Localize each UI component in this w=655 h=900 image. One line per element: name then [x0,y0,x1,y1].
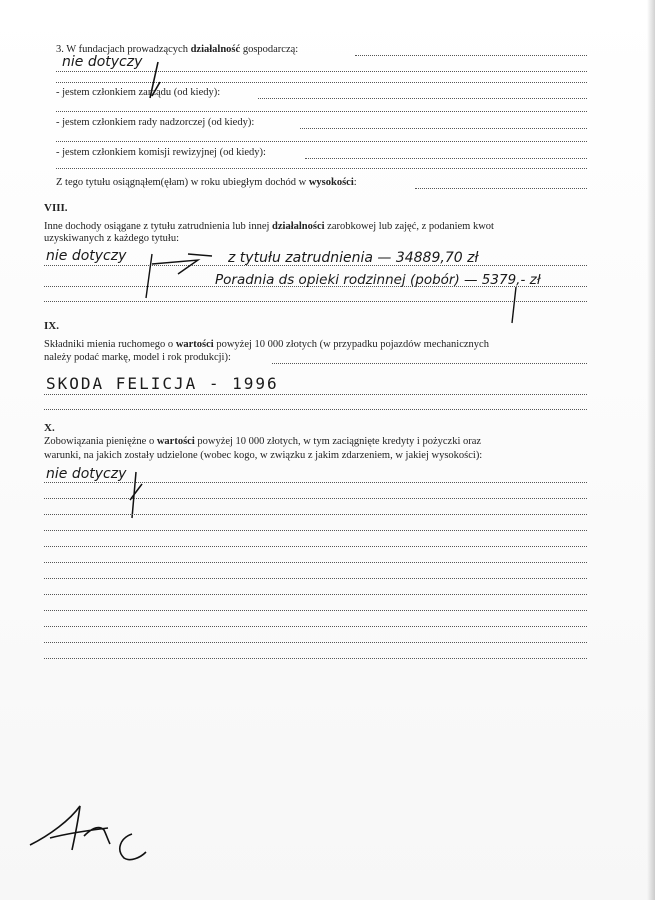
section-ix-text: Składniki mienia ruchomego o [44,339,176,350]
section-ix-text-2: należy podać markę, model i rok produkcji): [44,352,231,363]
dotted-line [44,642,587,643]
strike-mark [138,250,218,300]
income-bold-text: wysokości [308,177,354,188]
section-viii-text-2: uzyskiwanych z każdego tytułu: [44,233,180,244]
section-viii-text-end: zarobkowej lub zajęć, z podaniem kwot [324,221,494,232]
dotted-line [44,265,587,266]
section-x-number: X. [44,422,55,434]
section-viii-text: Inne dochody osiągane z tytułu zatrudnienia lub innej [44,221,273,232]
dotted-line [44,610,587,611]
dotted-line [44,626,587,627]
section-x-bold-text: wartości [156,436,195,447]
income-label [56,177,357,188]
q3-text: 3. W fundacjach prowadzących [56,44,191,55]
dotted-line [305,158,587,159]
section-viii-bold-text: działalności [272,221,325,232]
audit-label: - jestem członkiem komisji rewizyjnej (od kiedy): [56,147,266,158]
section-ix-bold-text: wartości [175,339,214,350]
viii-answer-2: Poradnia ds opieki rodzinnej (pobór) — 5379,- zł [215,272,541,288]
section-viii-text-1 [44,221,494,232]
section-x-text: Zobowiązania pieniężne o [44,436,157,447]
q3-handwritten-answer: nie dotyczy [62,54,143,70]
dotted-line [415,188,587,189]
ix-answer-vehicle: SKODA FELICJA - 1996 [46,374,279,393]
dotted-line [44,498,587,499]
strike-mark [500,285,540,325]
q3-text-end: gospodarczą: [240,44,299,55]
dotted-line [56,82,587,83]
dotted-line [300,128,587,129]
dotted-line [56,111,587,112]
viii-answer-1-right: z tytułu zatrudnienia — 34889,70 zł [228,250,479,266]
section-ix-number: IX. [44,320,59,332]
section-x-text-2: warunki, na jakich zostały udzielone (wobec kogo, w związku z jakim zdarzeniem, w jakiej wysokości): [44,450,483,461]
dotted-line [44,562,587,563]
dotted-line [56,141,587,142]
income-text: Z tego tytułu osiągnąłem(ęłam) w roku ubiegłym dochód w [56,177,309,188]
dotted-line [355,55,587,56]
dotted-line [272,363,587,364]
viii-answer-1-left: nie dotyczy [46,248,127,264]
board-label: - jestem członkiem zarządu (od kiedy): [56,87,221,98]
section-x-text-end: powyżej 10 000 złotych, w tym zaciągnięte kredyty i pożyczki oraz [194,436,482,447]
section-ix-text-end: powyżej 10 000 złotych (w przypadku pojazdów mechanicznych [213,339,489,350]
x-handwritten-answer: nie dotyczy [46,466,127,482]
dotted-line [44,514,587,515]
dotted-line [44,482,587,483]
dotted-line [56,71,587,72]
dotted-line [44,394,587,395]
strike-mark [120,470,150,520]
dotted-line [44,658,587,659]
dotted-line [44,594,587,595]
q3-bold-text: działalność [190,44,241,55]
dotted-line [44,409,587,410]
income-text-end: : [353,177,357,188]
supervisory-label: - jestem członkiem rady nadzorczej (od kiedy): [56,117,255,128]
dotted-line [44,546,587,547]
dotted-line [44,530,587,531]
dotted-line [258,98,587,99]
section-ix-text-1 [44,339,489,350]
dotted-line [44,578,587,579]
section-viii-number: VIII. [44,202,68,214]
dotted-line [56,168,587,169]
section-x-text-1 [44,436,481,447]
signature [20,800,150,865]
